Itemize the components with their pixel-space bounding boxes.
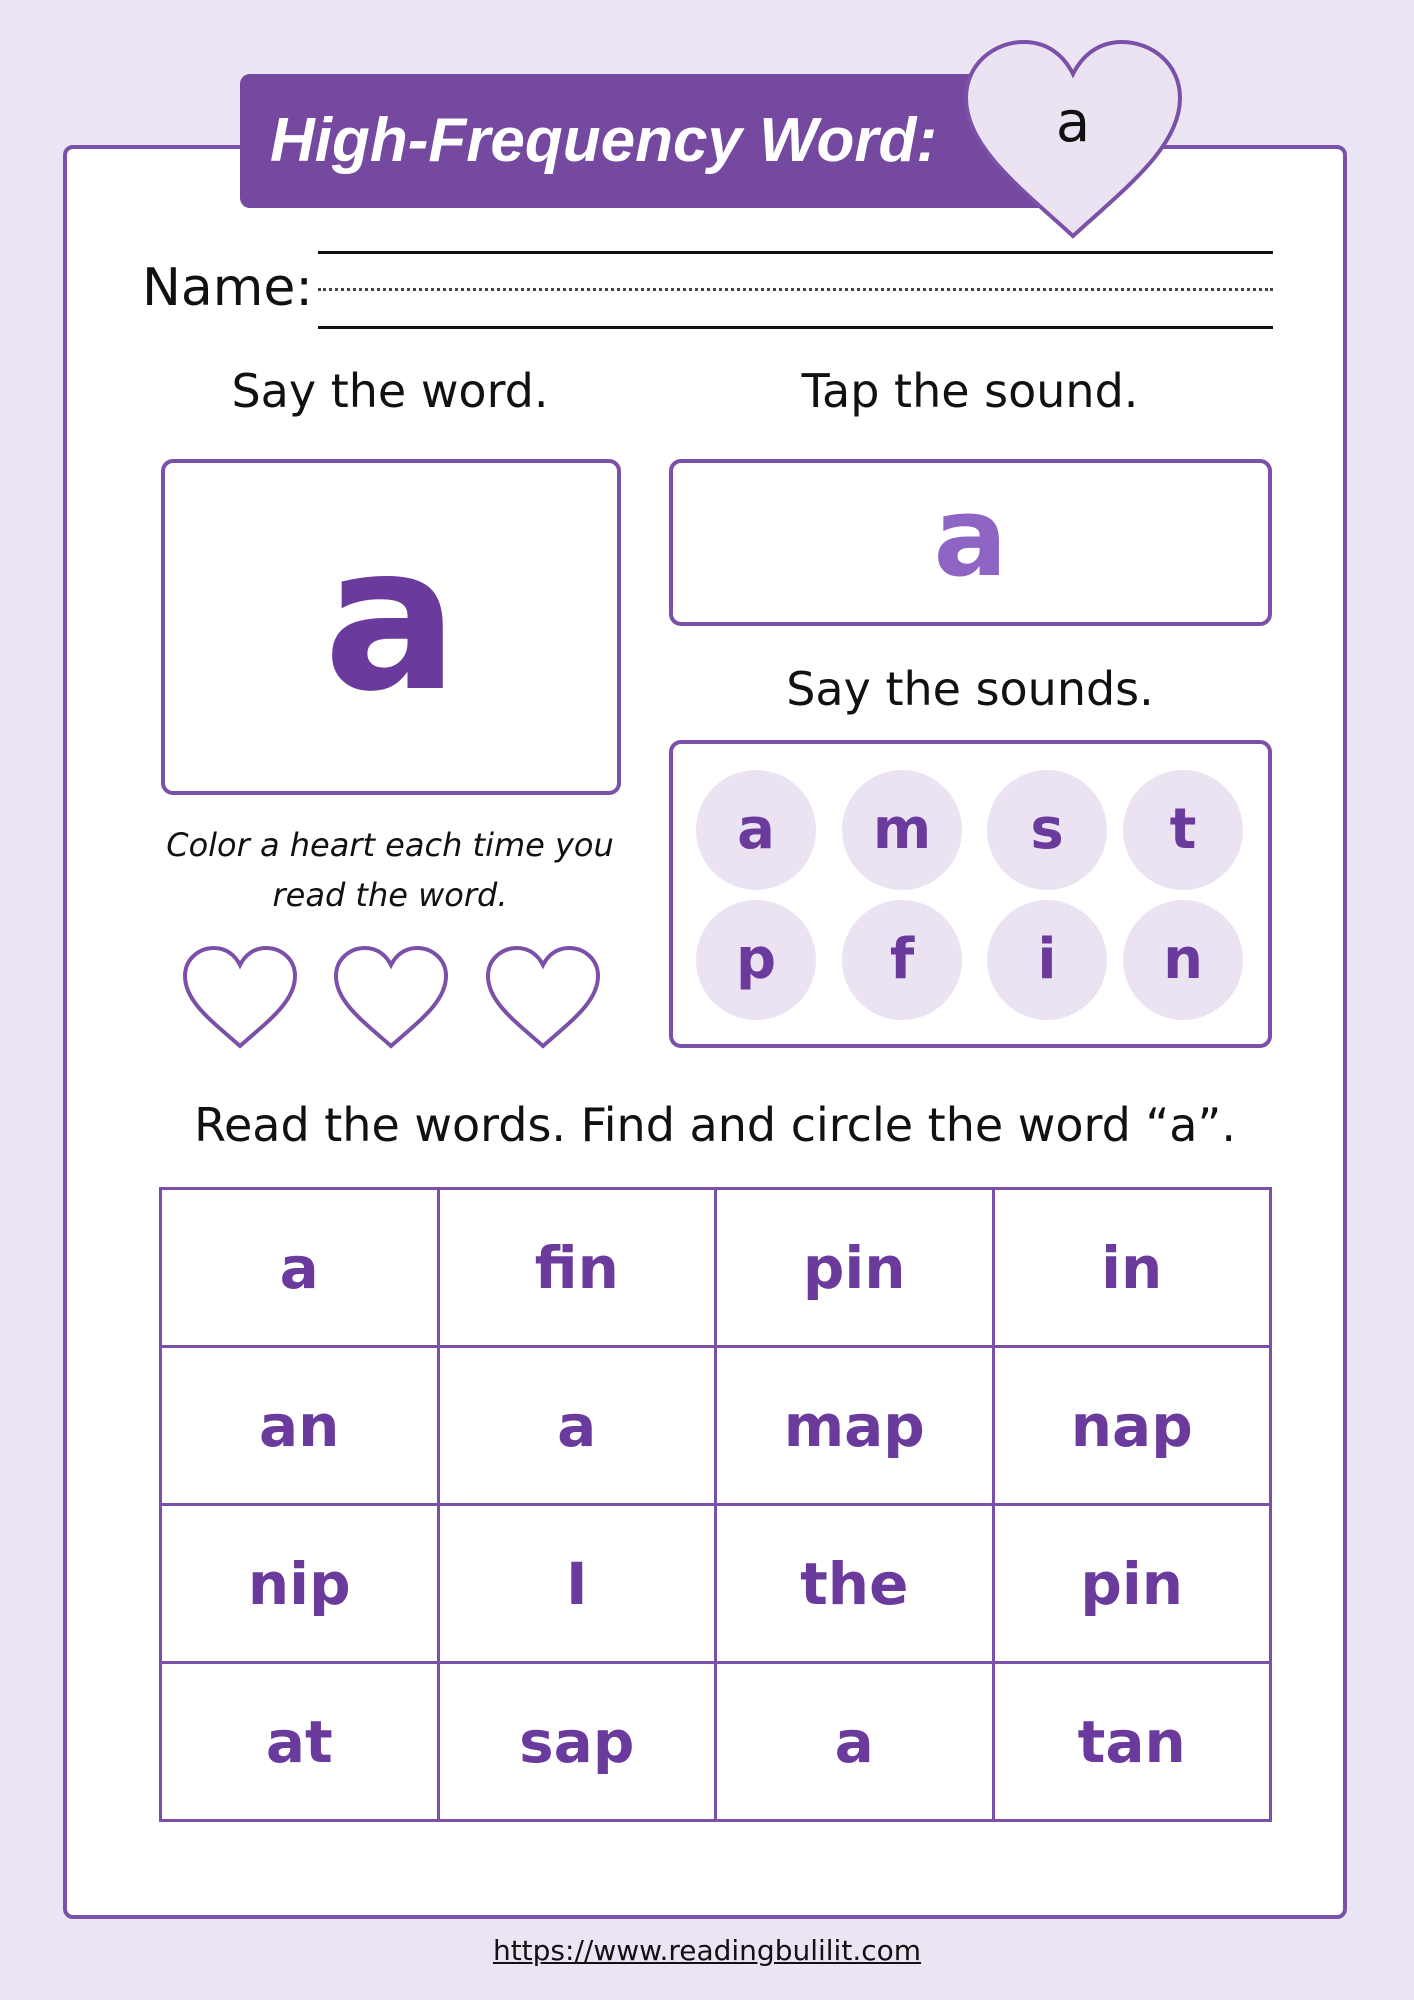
page-title: High-Frequency Word: [270, 106, 938, 175]
heart-outline-icon[interactable] [332, 944, 450, 1052]
word-cell[interactable]: in [993, 1189, 1271, 1347]
word-cell[interactable]: fin [438, 1189, 716, 1347]
find-words-heading: Read the words. Find and circle the word “a”. [194, 1098, 1236, 1152]
color-hearts-instruction-line1: Color a heart each time you [166, 826, 614, 864]
name-line-top [318, 251, 1273, 254]
table-row [161, 1189, 1271, 1347]
name-label: Name: [142, 258, 313, 318]
say-word-heading: Say the word. [231, 364, 549, 418]
word-cell[interactable]: I [438, 1505, 716, 1663]
word-cell[interactable]: a [161, 1189, 439, 1347]
sound-circle[interactable]: n [1123, 900, 1243, 1020]
name-line-bottom[interactable] [318, 326, 1273, 329]
word-card [161, 459, 621, 795]
featured-word: a [1055, 90, 1091, 155]
sound-circle[interactable]: a [696, 770, 816, 890]
say-sounds-heading: Say the sounds. [786, 662, 1154, 716]
word-cell[interactable]: sap [438, 1663, 716, 1821]
word-cell[interactable]: the [716, 1505, 994, 1663]
table-row [161, 1505, 1271, 1663]
sound-circle[interactable]: m [842, 770, 962, 890]
heart-outline-icon[interactable] [484, 944, 602, 1052]
tap-sound-box[interactable] [669, 459, 1272, 626]
name-line-dotted [318, 288, 1273, 291]
footer-link[interactable]: https://www.readingbulilit.com [492, 1934, 922, 1967]
word-cell[interactable]: tan [993, 1663, 1271, 1821]
sound-circle[interactable]: f [842, 900, 962, 1020]
sound-circle[interactable]: p [696, 900, 816, 1020]
title-banner [240, 74, 1060, 208]
word-cell[interactable]: nip [161, 1505, 439, 1663]
word-cell[interactable]: pin [716, 1189, 994, 1347]
word-grid [159, 1187, 1272, 1822]
word-cell[interactable]: pin [993, 1505, 1271, 1663]
table-row [161, 1347, 1271, 1505]
table-row [161, 1663, 1271, 1821]
word-cell[interactable]: nap [993, 1347, 1271, 1505]
word-cell[interactable]: at [161, 1663, 439, 1821]
tap-sound-letter: a [933, 473, 1008, 601]
color-hearts-instruction-line2: read the word. [272, 876, 508, 914]
sound-circle[interactable]: i [987, 900, 1107, 1020]
word-cell[interactable]: a [716, 1663, 994, 1821]
tap-sound-heading: Tap the sound. [801, 364, 1139, 418]
word-card-letter: a [323, 503, 459, 736]
word-cell[interactable]: map [716, 1347, 994, 1505]
sound-circle[interactable]: s [987, 770, 1107, 890]
word-cell[interactable]: an [161, 1347, 439, 1505]
sound-circle[interactable]: t [1123, 770, 1243, 890]
word-cell[interactable]: a [438, 1347, 716, 1505]
heart-outline-icon[interactable] [181, 944, 299, 1052]
